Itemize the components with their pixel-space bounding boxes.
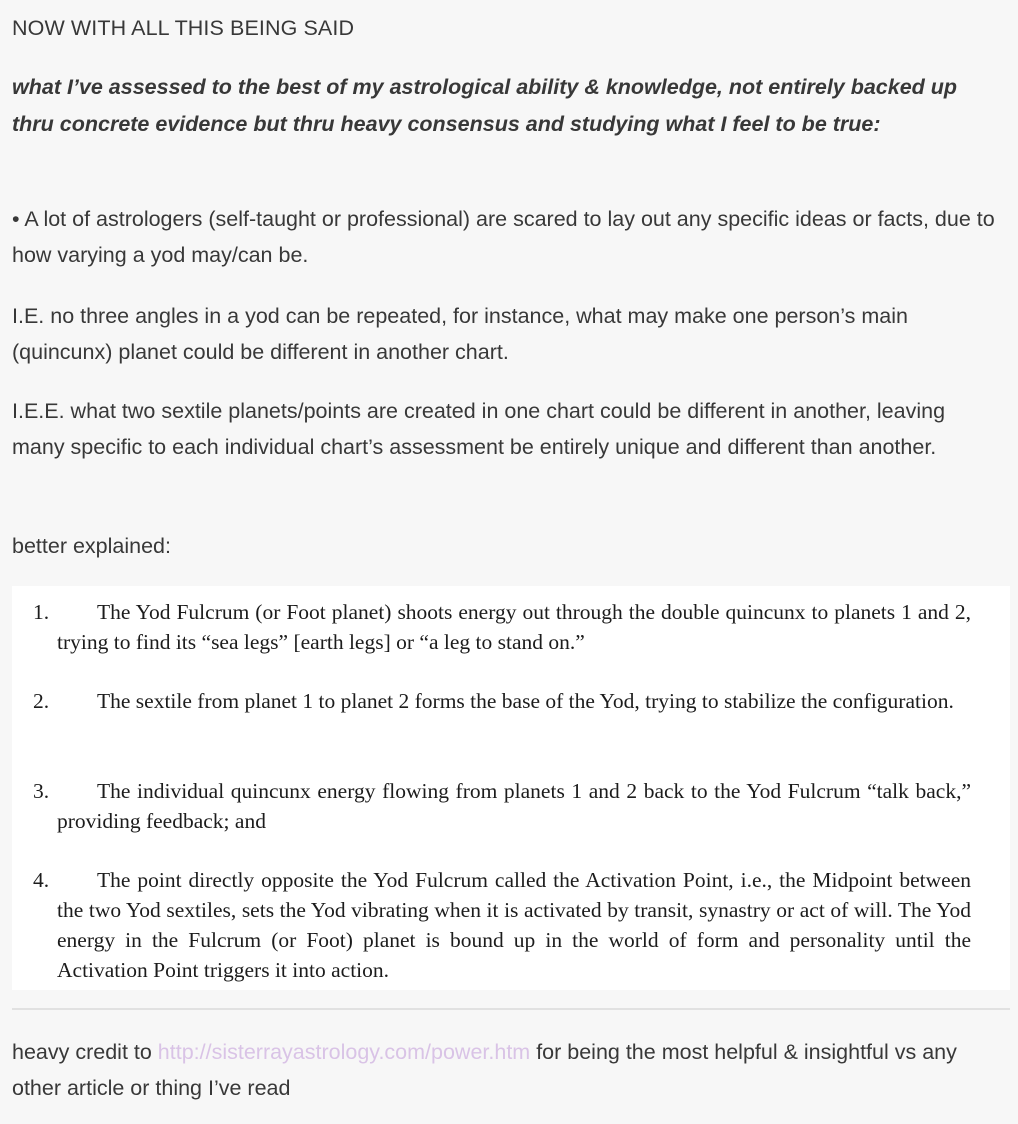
credit-paragraph <box>12 1034 997 1106</box>
credit-prefix: heavy credit to <box>12 1040 158 1064</box>
list-item-text: The sextile from planet 1 to planet 2 forms the base of the Yod, trying to stabilize the configuration. <box>97 689 954 713</box>
bullet-paragraph: • A lot of astrologers (self-taught or professional) are scared to lay out any specific ideas or facts, due to how varying a yod may/can be. <box>12 207 995 267</box>
ie-paragraph: I.E. no three angles in a yod can be repeated, for instance, what may make one person’s main (quincunx) planet could be different in another chart. <box>12 304 908 364</box>
list-number: 4. <box>33 868 50 892</box>
better-explained-label: better explained: <box>12 534 171 558</box>
list-number: 1. <box>33 600 50 624</box>
list-number: 3. <box>33 779 50 803</box>
post-heading: NOW WITH ALL THIS BEING SAID <box>12 16 355 40</box>
list-item-text: The point directly opposite the Yod Fulcrum called the Activation Point, i.e., the Midpoint between the two Yod sextiles, sets the Yod vibrating when it is activated by transit, synastry or act of will. The Yod energy in the Fulcrum (or Foot) planet is bound up in the world of form and personality until the Activation Point triggers it into action. <box>57 868 971 982</box>
credit-suffix: for being the most helpful & insightful vs any other article or thing I’ve read <box>12 1040 957 1100</box>
iee-paragraph: I.E.E. what two sextile planets/points are created in one chart could be different in another, leaving many specific to each individual chart’s assessment be entirely unique and different than another. <box>12 399 946 459</box>
list-item-text: The Yod Fulcrum (or Foot planet) shoots energy out through the double quincunx to planets 1 and 2, trying to find its “sea legs” [earth legs] or “a leg to stand on.” <box>57 600 971 654</box>
bold-intro-paragraph: what I’ve assessed to the best of my astrological ability & knowledge, not entirely backed up thru concrete evidence but thru heavy consensus and studying what I feel to be true: <box>12 75 958 136</box>
list-number: 2. <box>33 689 50 713</box>
scanned-excerpt-image <box>12 586 1010 990</box>
list-item-text: The individual quincunx energy flowing from planets 1 and 2 back to the Yod Fulcrum “talk back,” providing feedback; and <box>57 779 971 833</box>
source-link[interactable]: http://sisterrayastrology.com/power.htm <box>157 1040 531 1064</box>
section-divider <box>12 1008 1010 1010</box>
